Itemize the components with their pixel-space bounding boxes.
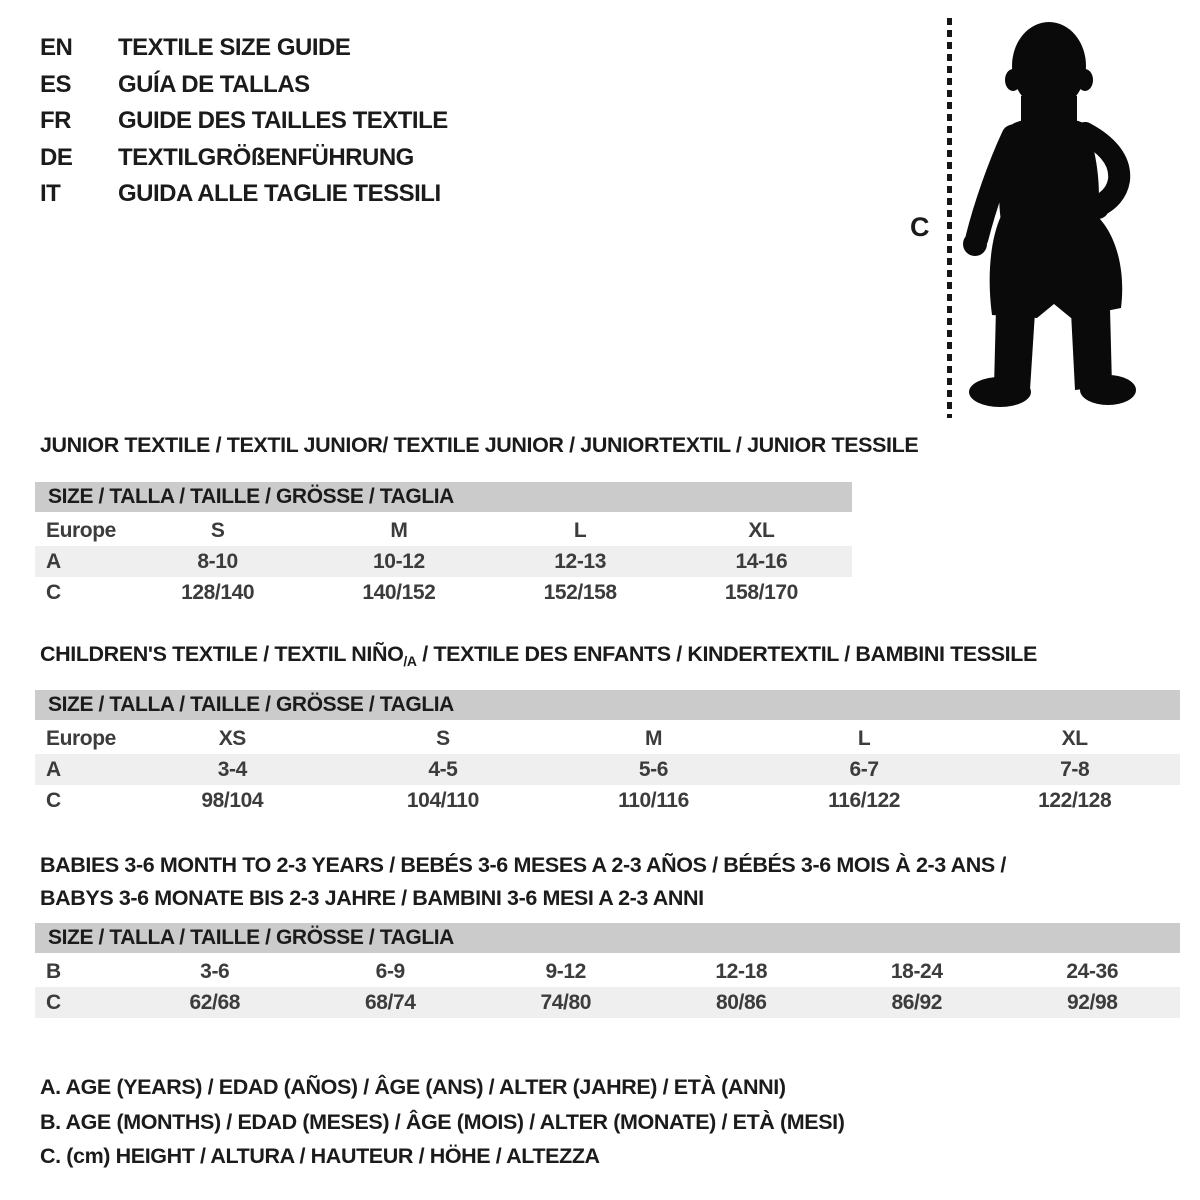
table-header-size-babies: SIZE / TALLA / TAILLE / GRÖSSE / TAGLIA — [35, 923, 1180, 953]
table-row — [35, 577, 852, 608]
table-cell: 4-5 — [428, 758, 458, 781]
table-cell: 8-10 — [197, 550, 238, 573]
table-cell: 6-9 — [375, 960, 405, 983]
table-cell: 128/140 — [181, 581, 255, 604]
height-measure-label: C — [910, 212, 930, 242]
measurement-legend — [40, 1070, 845, 1174]
legend-line-a: A. AGE (YEARS) / EDAD (AÑOS) / ÂGE (ANS) / ALTER (JAHRE) / ETÀ (ANNI) — [40, 1075, 786, 1099]
language-code: FR — [40, 107, 71, 135]
table-cell: 122/128 — [1038, 789, 1112, 812]
table-cell: 62/68 — [189, 991, 241, 1014]
table-cell: 98/104 — [201, 789, 264, 812]
table-cell: M — [644, 727, 663, 750]
row-label: A — [46, 550, 61, 573]
section-title-children — [40, 642, 1037, 669]
table-cell: 9-12 — [545, 960, 586, 983]
table-cell: 86/92 — [891, 991, 943, 1014]
table-cell: 140/152 — [362, 581, 436, 604]
table-cell: 68/74 — [364, 991, 416, 1014]
table-cell: 92/98 — [1066, 991, 1118, 1014]
table-cell: 3-4 — [217, 758, 247, 781]
section-title-babies — [40, 849, 1006, 915]
language-row-en — [40, 30, 448, 67]
table-header-size-children: SIZE / TALLA / TAILLE / GRÖSSE / TAGLIA — [35, 690, 1180, 720]
row-label: C — [46, 789, 61, 812]
table-row — [35, 515, 852, 546]
table-cell: 6-7 — [849, 758, 879, 781]
table-cell: L — [573, 519, 587, 542]
row-label: Europe — [46, 727, 116, 750]
table-cell: 116/122 — [828, 789, 901, 812]
language-row-it — [40, 176, 448, 213]
section-title-babies-line2: BABYS 3-6 MONATE BIS 2-3 JAHRE / BAMBINI 3-6 MESI A 2-3 ANNI — [40, 886, 704, 910]
guide-title-en: TEXTILE SIZE GUIDE — [118, 34, 351, 62]
table-row — [35, 987, 1180, 1018]
table-body-children — [35, 723, 1180, 816]
row-label: Europe — [46, 519, 116, 542]
height-dashed-line — [947, 18, 952, 418]
table-cell: 12-13 — [554, 550, 606, 573]
language-code: IT — [40, 180, 61, 208]
section-title-children-sub: /A — [403, 653, 417, 669]
section-title-babies-line1: BABIES 3-6 MONTH TO 2-3 YEARS / BEBÉS 3-6 MESES A 2-3 AÑOS / BÉBÉS 3-6 MOIS À 2-3 ANS / — [40, 853, 1006, 877]
table-cell: 5-6 — [638, 758, 669, 781]
table-row — [35, 723, 1180, 754]
row-label: A — [46, 758, 61, 781]
table-cell: 104/110 — [406, 789, 479, 812]
language-title-list — [40, 30, 448, 213]
table-cell: L — [857, 727, 871, 750]
size-table-junior — [35, 482, 852, 608]
table-cell: XL — [748, 519, 775, 542]
table-cell: 80/86 — [715, 991, 767, 1014]
table-row — [35, 785, 1180, 816]
table-body-junior — [35, 515, 852, 608]
table-row — [35, 546, 852, 577]
language-code: DE — [40, 143, 73, 171]
table-cell: 24-36 — [1066, 960, 1119, 983]
table-cell: 14-16 — [735, 550, 788, 573]
guide-title-fr: GUIDE DES TAILLES TEXTILE — [118, 107, 448, 135]
table-cell: S — [210, 519, 225, 542]
language-row-es — [40, 67, 448, 104]
guide-title-it: GUIDA ALLE TAGLIE TESSILI — [118, 180, 441, 208]
language-row-fr — [40, 103, 448, 140]
table-header-size-junior: SIZE / TALLA / TAILLE / GRÖSSE / TAGLIA — [35, 482, 852, 512]
table-cell: 18-24 — [890, 960, 943, 983]
section-title-junior: JUNIOR TEXTILE / TEXTIL JUNIOR/ TEXTILE JUNIOR / JUNIORTEXTIL / JUNIOR TESSILE — [40, 433, 919, 457]
legend-line-c: C. (cm) HEIGHT / ALTURA / HAUTEUR / HÖHE / ALTEZZA — [40, 1144, 600, 1168]
table-cell: 74/80 — [540, 991, 592, 1014]
section-title-children-pre: CHILDREN'S TEXTILE / TEXTIL NIÑO — [40, 642, 404, 666]
row-label: C — [46, 991, 61, 1014]
table-body-babies — [35, 956, 1180, 1018]
section-title-children-post: / TEXTILE DES ENFANTS / KINDERTEXTIL / BAMBINI TESSILE — [416, 642, 1037, 666]
table-cell: 12-18 — [715, 960, 768, 983]
table-cell: 110/116 — [618, 789, 689, 812]
table-cell: XS — [218, 727, 246, 750]
table-cell: M — [390, 519, 408, 542]
table-row — [35, 754, 1180, 785]
size-table-children — [35, 690, 1180, 816]
table-cell: 7-8 — [1060, 758, 1090, 781]
size-table-babies — [35, 923, 1180, 1018]
table-row — [35, 956, 1180, 987]
table-cell: 158/170 — [724, 581, 798, 604]
row-label: B — [46, 960, 61, 983]
guide-title-de: TEXTILGRÖßENFÜHRUNG — [118, 143, 414, 171]
language-code: ES — [40, 70, 72, 98]
language-row-de — [40, 140, 448, 177]
table-cell: S — [436, 727, 450, 750]
legend-line-b: B. AGE (MONTHS) / EDAD (MESES) / ÂGE (MOIS) / ALTER (MONATE) / ETÀ (MESI) — [40, 1109, 845, 1134]
table-cell: XL — [1061, 727, 1088, 750]
table-cell: 152/158 — [543, 581, 617, 604]
toddler-silhouette-image — [958, 20, 1140, 420]
table-cell: 3-6 — [200, 960, 230, 983]
language-code: EN — [40, 34, 73, 62]
guide-title-es: GUÍA DE TALLAS — [118, 70, 310, 98]
row-label: C — [46, 581, 61, 604]
table-cell: 10-12 — [373, 550, 425, 573]
